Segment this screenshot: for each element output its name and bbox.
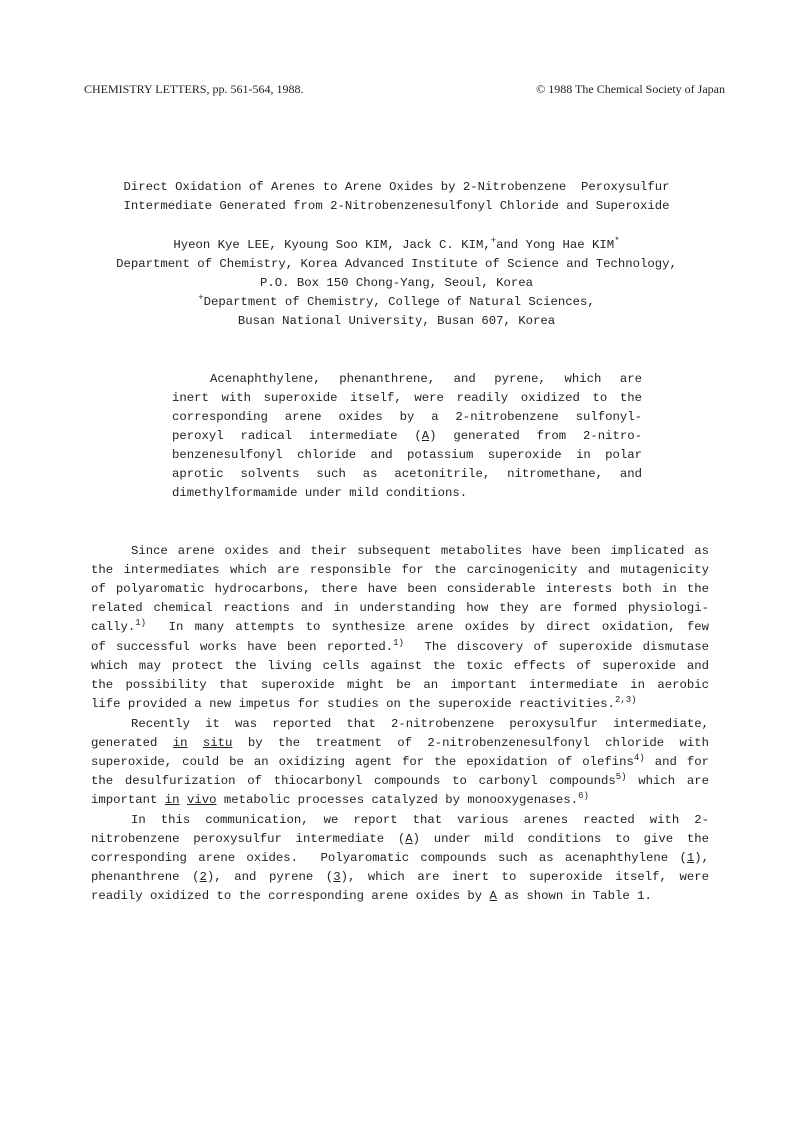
body-text: ), which are inert to superoxide itself, were [340, 870, 710, 884]
body-text: The discovery of superoxide dismutase [403, 640, 709, 654]
asterisk-mark: * [614, 236, 620, 246]
body-text: by the treatment of 2-nitrobenzenesulfonyl chloride with [232, 736, 709, 750]
body-text: the desulfurization of thiocarbonyl compounds to carbonyl compounds [91, 774, 616, 788]
dagger-mark: + [490, 236, 497, 246]
abstract-line: Acenaphthylene, phenanthrene, and pyrene, which are [210, 372, 642, 386]
body-line [91, 870, 709, 884]
abstract-line: dimethylformamide under mild conditions. [172, 486, 468, 500]
italic-term: in [164, 793, 180, 807]
body-text: which are [626, 774, 710, 788]
body-line: the intermediates which are responsible for the carcinogenicity and mutagenicity [91, 563, 709, 577]
abstract-line: corresponding arene oxides by a 2-nitrobenzene sulfonyl- [172, 410, 642, 424]
compound-number-1: 1 [686, 851, 695, 865]
body-text: as shown in Table 1. [496, 889, 652, 903]
body-line: Since arene oxides and their subsequent metabolites have been implicated as [131, 544, 709, 558]
italic-term: in [172, 736, 188, 750]
italic-term: situ [202, 736, 233, 750]
body-text: ), [694, 851, 709, 865]
body-line: Recently it was reported that 2-nitrobenzene peroxysulfur intermediate, [131, 717, 709, 731]
affiliation-2 [0, 295, 793, 309]
compound-label-A: A [489, 889, 497, 903]
body-line [91, 851, 709, 865]
body-text: corresponding arene oxides. Polyaromatic compounds such as acenaphthylene ( [91, 851, 687, 865]
body-text: readily oxidized to the corresponding arene oxides by [91, 889, 490, 903]
body-text [188, 736, 203, 750]
reference-mark: 4) [633, 753, 645, 763]
abstract-line: aprotic solvents such as acetonitrile, nitromethane, and [172, 467, 642, 481]
body-line: In this communication, we report that various arenes reacted with 2- [131, 813, 709, 827]
reference-mark: 6) [578, 791, 589, 801]
author-names-part-1: Hyeon Kye LEE, Kyoung Soo KIM, Jack C. KIM, [173, 238, 491, 252]
body-line [91, 889, 709, 903]
reference-mark: 2,3) [614, 695, 637, 705]
journal-citation: CHEMISTRY LETTERS, pp. 561-564, 1988. [84, 82, 304, 96]
body-text: nitrobenzene peroxysulfur intermediate ( [91, 832, 406, 846]
body-text: and for [644, 755, 709, 769]
body-line [91, 736, 709, 750]
body-text: of successful works have been reported. [91, 640, 394, 654]
compound-label-A: A [421, 429, 430, 443]
body-text: generated [91, 736, 173, 750]
reference-mark: 1) [393, 638, 404, 648]
compound-label-A: A [405, 832, 413, 846]
body-line [91, 793, 709, 807]
affiliation-1-address: P.O. Box 150 Chong-Yang, Seoul, Korea [259, 276, 534, 290]
body-line: of polyaromatic hydrocarbons, there have been considerable interests both in the [91, 582, 709, 596]
body-text: cally. [91, 620, 136, 634]
reference-mark: 1) [135, 618, 147, 628]
body-text: In many attempts to synthesize arene oxides by direct oxidation, few [146, 620, 709, 634]
dagger-mark: + [198, 293, 204, 303]
title-line-2: Intermediate Generated from 2-Nitrobenzenesulfonyl Chloride and Superoxide [123, 199, 670, 213]
body-text: important [91, 793, 165, 807]
affiliation-2-address: Busan National University, Busan 607, Korea [237, 314, 556, 328]
body-text: ), and pyrene ( [206, 870, 334, 884]
compound-number-2: 2 [199, 870, 207, 884]
body-text: life provided a new impetus for studies on the superoxide reactivities. [91, 697, 615, 711]
body-text: metabolic processes catalyzed by monooxygenases. [216, 793, 579, 807]
body-text [180, 793, 187, 807]
body-line [91, 832, 709, 846]
italic-term: vivo [186, 793, 217, 807]
body-text: superoxide, could be an oxidizing agent for the epoxidation of olefins [91, 755, 634, 769]
body-line: which may protect the living cells against the toxic effects of superoxide and [91, 659, 709, 673]
body-line: the possibility that superoxide might be an important intermediate in aerobic [91, 678, 709, 692]
author-names-part-2: and Yong Hae KIM [496, 238, 615, 252]
affiliation-2-text: Department of Chemistry, College of Natural Sciences, [203, 295, 595, 309]
abstract-text: peroxyl radical intermediate ( [172, 429, 422, 443]
abstract-text: ) generated from 2-nitro- [429, 429, 642, 443]
body-line [91, 774, 709, 788]
abstract-line: benzenesulfonyl chloride and potassium superoxide in polar [172, 448, 642, 462]
body-line [91, 640, 709, 654]
reference-mark: 5) [615, 772, 627, 782]
body-text: ) under mild conditions to give the [412, 832, 709, 846]
compound-number-3: 3 [333, 870, 341, 884]
body-line: related chemical reactions and in understanding how they are formed physiologi- [91, 601, 709, 615]
body-text: phenanthrene ( [91, 870, 200, 884]
affiliation-1: Department of Chemistry, Korea Advanced Institute of Science and Technology, [116, 257, 677, 271]
body-line [91, 755, 709, 769]
title-line-1: Direct Oxidation of Arenes to Arene Oxides by 2-Nitrobenzene Peroxysulfur [123, 180, 670, 194]
abstract-line: inert with superoxide itself, were readily oxidized to the [172, 391, 642, 405]
author-names [0, 238, 793, 252]
copyright-notice: © 1988 The Chemical Society of Japan [536, 82, 725, 96]
body-line [91, 620, 709, 634]
body-line [91, 697, 709, 711]
abstract-line [172, 429, 642, 443]
